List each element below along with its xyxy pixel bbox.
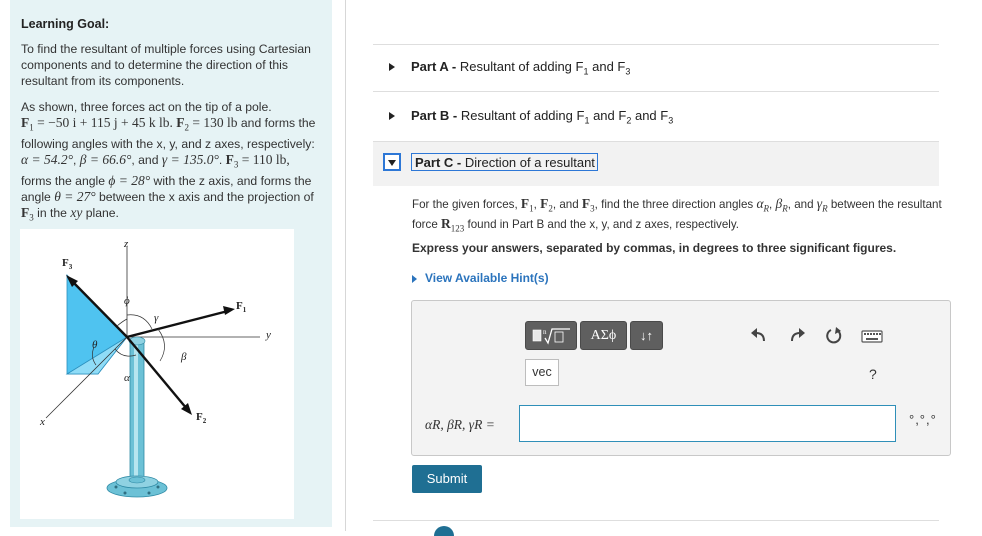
learning-goal-text: To find the resultant of multiple forces using Cartesian components and to determine the direction of this resultant from its components.	[21, 42, 311, 88]
degree-units: °,°,°	[909, 412, 937, 427]
alpha-label: α	[124, 372, 130, 384]
f3-label: $F_3$	[62, 257, 73, 272]
f1-label: $F_1$	[236, 300, 247, 315]
y-axis-label: y	[266, 329, 271, 341]
vec-button[interactable]: vec	[525, 359, 559, 386]
gamma-arc	[127, 315, 152, 329]
gamma-label: γ	[154, 312, 159, 324]
sort-arrows-button[interactable]: ↓↑	[630, 321, 663, 350]
beta-arc	[158, 329, 165, 361]
undo-icon[interactable]	[748, 325, 770, 347]
learning-goal-title: Learning Goal:	[21, 17, 110, 31]
svg-text:n: n	[543, 328, 547, 336]
part-c-label[interactable]: Part C - Direction of a resultant	[411, 153, 598, 171]
help-button[interactable]: ?	[869, 366, 877, 382]
panel-divider	[345, 0, 346, 531]
view-hints-link[interactable]: View Available Hint(s)	[412, 271, 549, 285]
submit-button[interactable]: Submit	[412, 465, 482, 493]
templates-button[interactable]	[525, 321, 577, 350]
question-text: For the given forces, $F_1$, $F_2$, and $F_3$, find the three direction angles $\alpha_R$, $\beta_R$, and $\gamma_R$ between the resultant force $R_{123}$ found in Part B and the x, y, and z axes, respectively.	[412, 196, 942, 234]
reset-icon[interactable]	[823, 325, 845, 347]
z-axis-label: z	[124, 238, 129, 250]
part-divider	[373, 91, 939, 92]
phi-label: ϕ	[124, 295, 130, 307]
feedback-circle-icon	[434, 526, 454, 536]
chevron-down-icon	[388, 160, 396, 166]
part-b-label[interactable]: Part B - Resultant of adding $F_1$ and $F_2$ and $F_3$	[411, 108, 674, 126]
force-diagram	[20, 229, 294, 519]
part-a-row[interactable]	[373, 57, 939, 79]
theta-label: θ	[92, 339, 98, 351]
answer-input[interactable]	[519, 405, 896, 442]
force-diagram-drawing	[20, 229, 294, 519]
pole-highlight	[134, 342, 138, 479]
learning-goal-panel	[10, 0, 332, 527]
fraction-sqrt-icon	[526, 322, 576, 349]
f1-vector	[127, 311, 228, 337]
x-axis-label: x	[40, 416, 45, 428]
answer-instructions: Express your answers, separated by commas, in degrees to three significant figures.	[412, 241, 897, 255]
phi-arc	[117, 319, 127, 326]
expand-right-icon[interactable]	[389, 63, 395, 71]
collapse-toggle[interactable]	[383, 153, 401, 171]
part-divider	[373, 520, 939, 521]
f2-label: $F_2$	[196, 411, 207, 426]
answer-panel	[411, 300, 951, 456]
part-a-label[interactable]: Part A - Resultant of adding $F_1$ and $F_3$	[411, 59, 631, 77]
greek-symbols-button[interactable]: ΑΣϕ	[580, 321, 627, 350]
answer-label: αR, βR, γR =	[425, 417, 495, 432]
part-b-row[interactable]	[373, 106, 939, 128]
problem-statement: As shown, three forces act on the tip of a pole. $F_1 = -50$ i + 115 j + 45 k lb. $F_2 = 130$ lb and forms the following angles with the x, y, and z axes, respectively: α = 54.2°, β = 66.6°, and γ = 135.0°. $F_3 = 110$ lb, forms the angle ϕ = 28° with the z axis, and forms the angle θ = 27° between the x axis and the projection of $F_3$ in the xy plane.	[21, 100, 316, 223]
beta-label: β	[181, 351, 187, 363]
expand-right-icon[interactable]	[389, 112, 395, 120]
part-divider	[373, 44, 939, 45]
expand-right-icon	[412, 275, 417, 283]
keyboard-icon[interactable]	[859, 325, 885, 347]
redo-icon[interactable]	[786, 325, 808, 347]
